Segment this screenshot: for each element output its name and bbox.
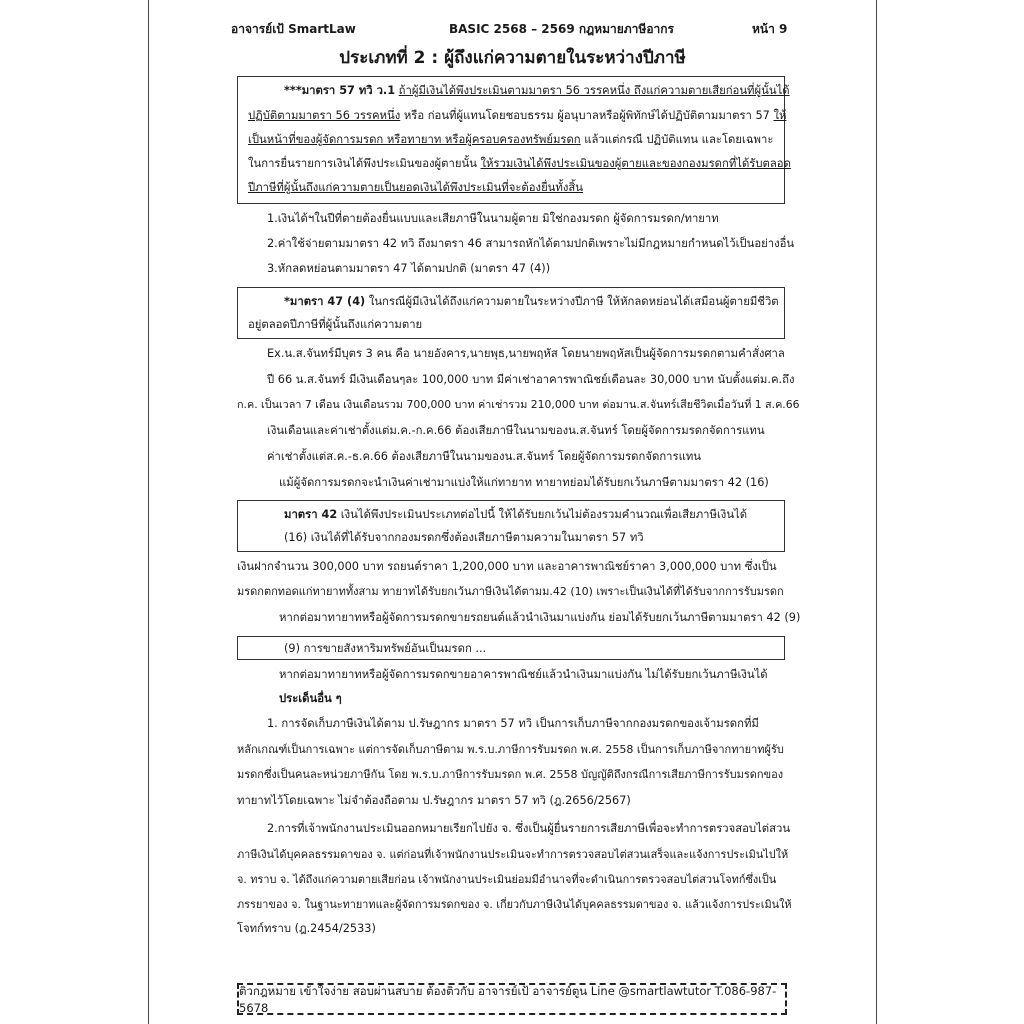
box3-line-1: มาตรา 42 เงินได้พึงประเมินประเภทต่อไปนี้ ให้ได้รับยกเว้นไม่ต้องรวมคำนวณเพื่อเสียภาษีเงินได้ <box>284 508 748 521</box>
box1-line-3: เป็นหน้าที่ของผู้จัดการมรดก หรือทายาท หรือผู้ครอบครองทรัพย์มรดก แล้วแต่กรณี ปฏิบัติแทน และโดยเฉพาะ <box>248 133 774 146</box>
other1-line-1: 1. การจัดเก็บภาษีเงินได้ตาม ป.รัษฎากร มาตรา 57 ทวิ เป็นการเก็บภาษีจากกองมรดกของเจ้ามรดกที่มี <box>267 717 759 730</box>
box1-line-2: ปฏิบัติตามมาตรา 56 วรรคหนึ่ง หรือ ก่อนที่ผู้แทนโดยชอบธรรม ผู้อนุบาลหรือผู้พิทักษ์ได้ปฏิบัติตามมาตรา 57 ให้ <box>248 109 787 122</box>
other2-line-1: 2.การที่เจ้าพนักงานประเมินออกหมายเรียกไปยัง จ. ซึ่งเป็นผู้ยื่นรายการเสียภาษีเพื่อจะทำการตรวจสอบไต่สวน <box>267 822 791 835</box>
example-line-5: ค่าเช่าตั้งแต่ส.ค.-ธ.ค.66 ต้องเสียภาษีในนามของน.ส.จันทร์ โดยผู้จัดการมรดกจัดการแทน <box>267 450 702 463</box>
section-42-box <box>237 500 785 552</box>
para2-line-3: หากต่อมาทายาทหรือผู้จัดการมรดกขายรถยนต์แล้วนำเงินมาแบ่งกัน ย่อมได้รับยกเว้นภาษีตามมาตรา 42 (9) <box>279 611 801 624</box>
box1-line-4: ในการยื่นรายการเงินได้พึงประเมินของผู้ตายนั้น ให้รวมเงินได้พึงประเมินของผู้ตายและของกองมรดกที่ได้รับตลอด <box>248 157 791 170</box>
para2-line-1: เงินฝากจำนวน 300,000 บาท รถยนต์ราคา 1,200,000 บาท และอาคารพาณิชย์ราคา 3,000,000 บาท ซึ่งเป็น <box>237 560 777 573</box>
other1-line-4: ทายาทไว้โดยเฉพาะ ไม่จำต้องถือตาม ป.รัษฎากร มาตรา 57 ทวิ (ฎ.2656/2567) <box>237 794 631 807</box>
other2-line-4: ภรรยาของ จ. ในฐานะทายาทและผู้จัดการมรดกของ จ. เกี่ยวกับภาษีเงินได้บุคคลธรรมดาของ จ. แล้วแจ้งการประเมินให้ <box>237 898 792 911</box>
example-line-2: ปี 66 น.ส.จันทร์ มีเงินเดือนๆละ 100,000 บาท มีค่าเช่าอาคารพาณิชย์เดือนละ 30,000 บาท นับตั้งแต่ม.ค.ถึง <box>267 373 795 386</box>
other2-line-2: ภาษีเงินได้บุคคลธรรมดาของ จ. แต่ก่อนที่เจ้าพนักงานประเมินจะทำการตรวจสอบไต่สวนเสร็จและแจ้งการประเมินไปให้ <box>237 848 789 861</box>
other2-line-3: จ. ทราบ จ. ได้ถึงแก่ความตายเสียก่อน เจ้าพนักงานประเมินย่อมมีอำนาจที่จะดำเนินการตรวจสอบไต่สวนโจทก์ซึ่งเป็น <box>237 873 777 886</box>
other-issues-heading: ประเด็นอื่น ๆ <box>279 692 342 705</box>
page-title: ประเภทที่ 2 : ผู้ถึงแก่ความตายในระหว่างปีภาษี <box>339 48 686 68</box>
example-line-4: เงินเดือนและค่าเช่าตั้งแต่ม.ค.-ก.ค.66 ต้องเสียภาษีในนามของน.ส.จันทร์ โดยผู้จัดการมรดกจัดการแทน <box>267 424 765 437</box>
box1-line-1: ***มาตรา 57 ทวิ ว.1 ถ้าผู้มีเงินได้พึงประเมินตามมาตรา 56 วรรคหนึ่ง ถึงแก่ความตายเสียก่อนที่ผู้นั้นได้ <box>284 84 790 97</box>
example-line-6: แม้ผู้จัดการมรดกจะนำเงินค่าเช่ามาแบ่งให้แก่ทายาท ทายาทย่อมได้รับยกเว้นภาษีตามมาตรา 42 (16) <box>279 476 769 489</box>
other1-line-2: หลักเกณฑ์เป็นการเฉพาะ แต่การจัดเก็บภาษีตาม พ.ร.บ.ภาษีการรับมรดก พ.ศ. 2558 เป็นการเก็บภาษีจากทายาทผู้รับ <box>237 743 784 756</box>
section-47-4-box <box>237 287 785 339</box>
point-1: 1.เงินได้ฯในปีที่ตายต้องยื่นแบบและเสียภาษีในนามผู้ตาย มิใช่กองมรดก ผู้จัดการมรดก/ทายาท <box>267 212 719 225</box>
box3-line-2: (16) เงินได้ที่ได้รับจากกองมรดกซึ่งต้องเสียภาษีตามความในมาตรา 57 ทวิ <box>284 531 644 544</box>
other1-line-3: มรดกซึ่งเป็นคนละหน่วยภาษีกัน โดย พ.ร.บ.ภาษีการรับมรดก พ.ศ. 2558 บัญญัติถึงกรณีการเสียภาษีการรับมรดกของ <box>237 768 784 781</box>
para2-line-2: มรดกตกทอดแก่ทายาททั้งสาม ทายาทได้รับยกเว้นภาษีเงินได้ตามม.42 (10) เพราะเป็นเงินได้ที่ได้รับจากการรับมรดก <box>237 585 784 598</box>
other2-line-5: โจทก์ทราบ (ฎ.2454/2533) <box>237 922 376 935</box>
point-3: 3.หักลดหย่อนตามมาตรา 47 ได้ตามปกติ (มาตรา 47 (4)) <box>267 262 551 275</box>
document-page <box>148 0 877 1024</box>
example-line-1: Ex.น.ส.จันทร์มีบุตร 3 คน คือ นายอังคาร,นายพุธ,นายพฤหัส โดยนายพฤหัสเป็นผู้จัดการมรดกตามคำสั่งศาล <box>267 347 785 360</box>
para3: หากต่อมาทายาทหรือผู้จัดการมรดกขายอาคารพาณิชย์แล้วนำเงินมาแบ่งกัน ไม่ได้รับยกเว้นภาษีเงินได้ <box>279 668 768 681</box>
box2-line-1: *มาตรา 47 (4) ในกรณีผู้มีเงินได้ถึงแก่ความตายในระหว่างปีภาษี ให้หักลดหย่อนได้เสมือนผู้ตายมีชีวิต <box>284 295 779 308</box>
footer-text: ติวกฎหมาย เข้าใจง่าย สอบผ่านสบาย ต้องติวกับ อาจารย์เป้ อาจารย์ตูน Line @smartlawtutor T.086-987-5678 <box>239 984 777 1015</box>
box4-text: (9) การขายสังหาริมทรัพย์อันเป็นมรดก ... <box>284 642 487 655</box>
footer-banner <box>237 983 787 1015</box>
section-42-9-box <box>237 636 785 660</box>
header-left: อาจารย์เป้ SmartLaw <box>231 22 356 36</box>
section-57-bis-box <box>237 76 791 204</box>
point-2: 2.ค่าใช้จ่ายตามมาตรา 42 ทวิ ถึงมาตรา 46 สามารถหักได้ตามปกติเพราะไม่มีกฎหมายกำหนดไว้เป็นอย่างอื่น <box>267 237 795 250</box>
box2-line-2: อยู่ตลอดปีภาษีที่ผู้นั้นถึงแก่ความตาย <box>248 318 423 331</box>
header-center: BASIC 2568 – 2569 กฎหมายภาษีอากร <box>449 22 674 36</box>
box1-line-5: ปีภาษีที่ผู้นั้นถึงแก่ความตายเป็นยอดเงินได้พึงประเมินที่จะต้องยื่นทั้งสิ้น <box>248 181 583 194</box>
header-page-number: หน้า 9 <box>752 22 788 36</box>
example-line-3: ก.ค. เป็นเวลา 7 เดือน เงินเดือนรวม 700,000 บาท ค่าเช่ารวม 210,000 บาท ต่อมาน.ส.จันทร์เสียชีวิตเมื่อวันที่ 1 ส.ค.66 <box>237 398 800 411</box>
